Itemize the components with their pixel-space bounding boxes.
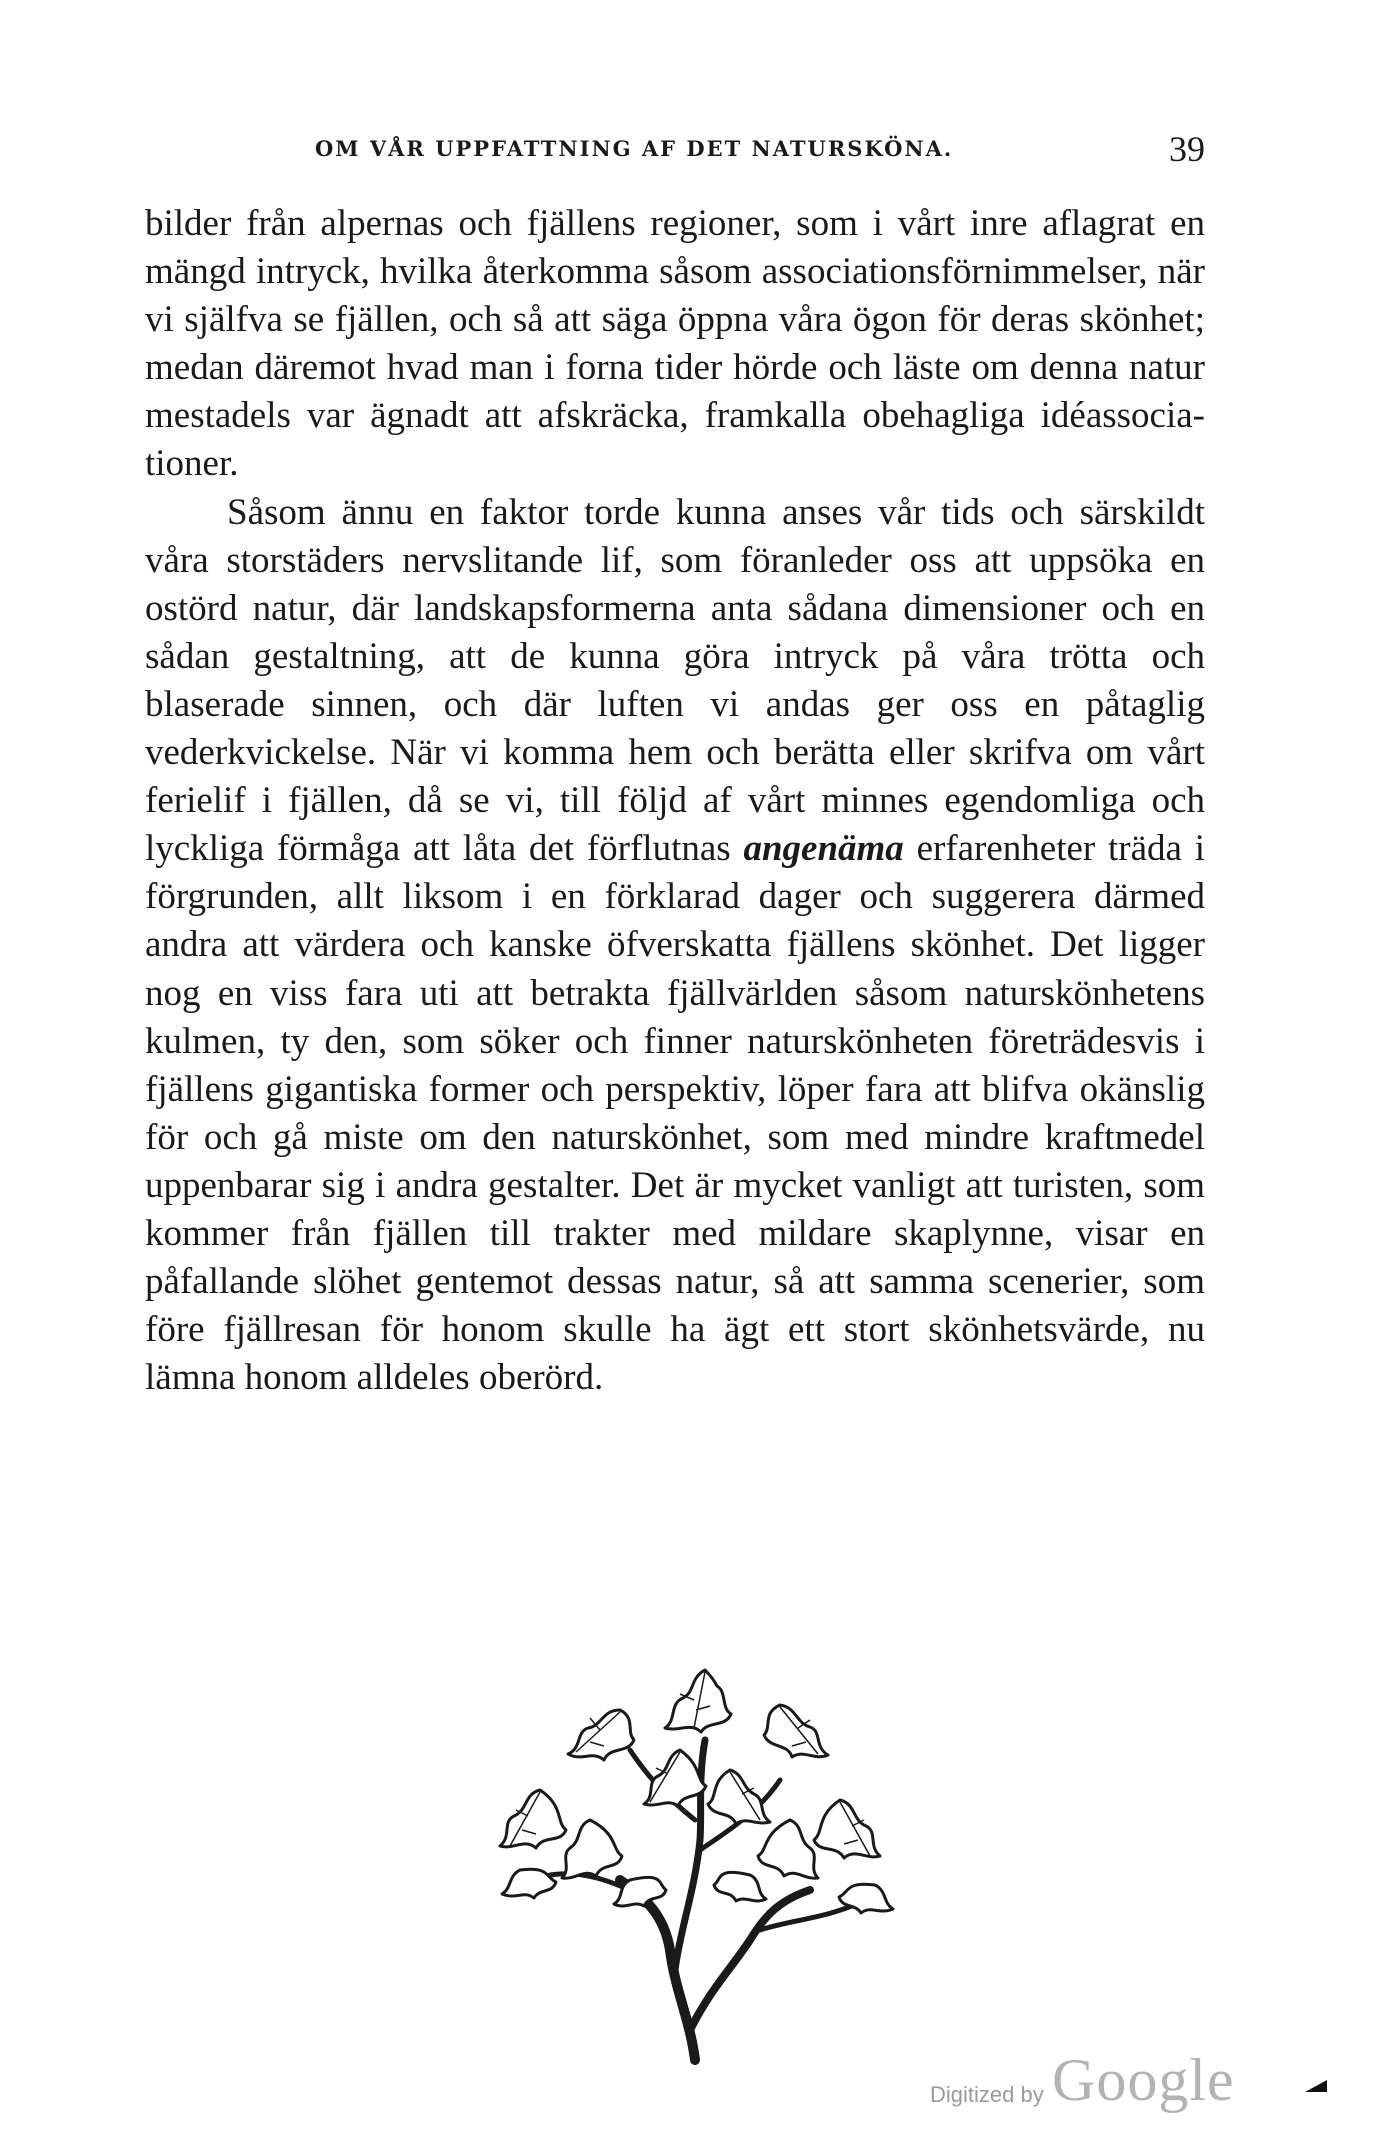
paragraph-main bbox=[145, 489, 1205, 1403]
corner-triangle-icon bbox=[1305, 2080, 1327, 2092]
running-title: OM VÅR UPPFATTNING AF DET NATURSKÖNA. bbox=[315, 136, 954, 161]
google-logo: Google bbox=[1052, 2047, 1235, 2113]
paragraph-text-part: Såsom ännu en faktor torde kunna anses vår tids och särskildt våra storstäders nervslitande lif, som föranleder oss att uppsöka en ostörd natur, där landskapsformerna anta sådana dimensioner och en sådan gestaltning, att de kunna göra intryck på våra trötta och blaserade sinnen, och där luften vi andas ger oss en påtaglig vederkvickelse. När vi komma hem och berätta eller skrifva om vårt ferielif i fjällen, då se vi, till följd af vårt minnes egendomliga och lyckliga förmåga att låta det förflutnas bbox=[145, 491, 1205, 870]
digitized-by-label: Digitized by bbox=[930, 2082, 1044, 2107]
digitization-footer bbox=[930, 2040, 1350, 2120]
paragraph-continuation: bilder från alpernas och fjällens regioner, som i vårt inre aflagrat en mängd intryck, hvilka återkomma såsom associationsförnimmelser, när vi själfva se fjällen, och så att säga öppna våra ögon för deras skönhet; medan däremot hvad man i forna tider hörde och läste om denna natur mestadels var ägnadt att afskräcka, framkalla obehagliga idéassociationer. bbox=[145, 203, 1205, 485]
page-number: 39 bbox=[1169, 129, 1205, 169]
italic-word: angenäma bbox=[743, 828, 904, 870]
running-head bbox=[145, 128, 1205, 178]
paragraph-text-part: erfarenheter träda i förgrunden, allt liksom i en förklarad dager och suggerera därmed andra att värdera och kanske öfverskatta fjällens skönhet. Det ligger nog en viss fara uti att betrakta fjällvärlden såsom naturskönhetens kulmen, ty den, som söker och finner naturskönheten företrädesvis i fjällens gigantiska former och perspektiv, löper fara att blifva okänslig för och gå miste om den naturskönhet, som med mindre kraftmedel uppenbarar sig i andra gestalter. Det är mycket vanligt att turisten, som kommer från fjällen till trakter med mildare skaplynne, visar en påfallande slöhet gentemot dessas natur, så att samma scenerier, som före fjällresan för honom skulle ha ägt ett stort skönhetsvärde, nu lämna honom alldeles oberörd. bbox=[145, 828, 1205, 1399]
oak-leaf-vignette-icon bbox=[480, 1650, 920, 2070]
body-text bbox=[145, 200, 1205, 1402]
